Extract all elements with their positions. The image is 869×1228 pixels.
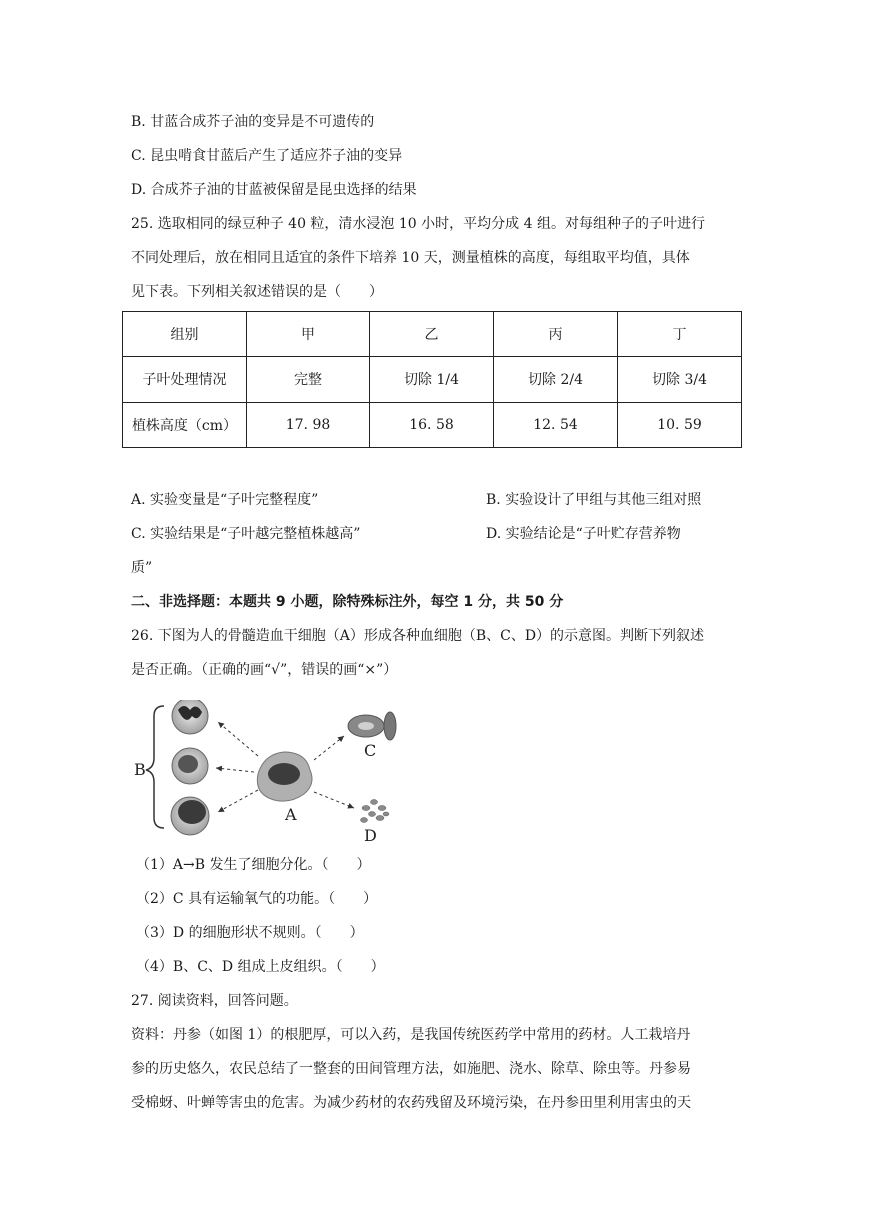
table-cell: 切除 2/4 [494, 357, 618, 402]
red-blood-cell-icon [348, 712, 396, 740]
table-row [123, 357, 742, 402]
q25-option-a: A. 实验变量是“子叶完整程度” [131, 492, 319, 508]
q25-option-b: B. 实验设计了甲组与其他三组对照 [486, 492, 702, 508]
table-cell: 10. 59 [618, 402, 742, 447]
q26-stem-line-1: 26. 下图为人的骨髓造血干细胞（A）形成各种血细胞（B、C、D）的示意图。判断下列叙述 [131, 628, 705, 644]
q26-item-4: （4）B、C、D 组成上皮组织。（ ） [136, 959, 385, 975]
platelet-icon [361, 800, 390, 823]
table-cell: 12. 54 [494, 402, 618, 447]
table-header-row [123, 312, 742, 357]
blood-cell-diagram [128, 700, 408, 845]
label-c: C [364, 741, 377, 760]
q27-paragraph-line-2: 参的历史悠久，农民总结了一整套的田间管理方法，如施肥、浇水、除草、除虫等。丹参易 [131, 1061, 691, 1077]
q26-item-2: （2）C 具有运输氧气的功能。（ ） [136, 891, 378, 907]
table-cell: 完整 [247, 357, 370, 402]
q25-option-c: C. 实验结果是“子叶越完整植株越高” [131, 526, 361, 542]
brace [146, 706, 164, 828]
label-b: B [134, 760, 146, 779]
monocyte-icon [172, 748, 208, 784]
q26-item-3: （3）D 的细胞形状不规则。（ ） [136, 925, 364, 941]
table-header-cell: 组别 [123, 312, 247, 357]
table-cell: 切除 1/4 [370, 357, 494, 402]
neutrophil-icon [172, 700, 208, 734]
table-cell: 切除 3/4 [618, 357, 742, 402]
table-header-cell: 乙 [370, 312, 494, 357]
q25-stem-line-1: 25. 选取相同的绿豆种子 40 粒，清水浸泡 10 小时，平均分成 4 组。对每组种子的子叶进行 [131, 216, 705, 232]
section-title: 二、非选择题：本题共 9 小题，除特殊标注外，每空 1 分，共 50 分 [131, 594, 564, 610]
q25-stem-line-2: 不同处理后，放在相同且适宜的条件下培养 10 天，测量植株的高度，每组取平均值，具体 [131, 250, 690, 266]
q25-data-table [122, 311, 742, 448]
q27-stem: 27. 阅读资料，回答问题。 [131, 993, 298, 1009]
label-a: A [285, 805, 297, 824]
q24-option-b: B. 甘蓝合成芥子油的变异是不可遗传的 [131, 114, 375, 130]
table-cell: 植株高度（cm） [123, 402, 247, 447]
stem-cell-icon [257, 752, 312, 801]
q24-option-c: C. 昆虫啃食甘蓝后产生了适应芥子油的变异 [131, 148, 403, 164]
table-cell: 17. 98 [247, 402, 370, 447]
table-header-cell: 丙 [494, 312, 618, 357]
q26-stem-line-2: 是否正确。（正确的画“√”，错误的画“×”） [131, 662, 398, 678]
q24-option-d: D. 合成芥子油的甘蓝被保留是昆虫选择的结果 [131, 182, 417, 198]
label-d: D [364, 826, 377, 845]
table-header-cell: 甲 [247, 312, 370, 357]
q25-option-d-continued: 质” [131, 560, 153, 576]
lymphocyte-icon [171, 797, 209, 835]
q25-stem-line-3: 见下表。下列相关叙述错误的是（ ） [131, 284, 383, 300]
table-header-cell: 丁 [618, 312, 742, 357]
q26-item-1: （1）A→B 发生了细胞分化。（ ） [136, 857, 371, 873]
q25-option-d: D. 实验结论是“子叶贮存营养物 [486, 526, 681, 542]
table-cell: 16. 58 [370, 402, 494, 447]
q27-paragraph-line-1: 资料：丹参（如图 1）的根肥厚，可以入药，是我国传统医药学中常用的药材。人工栽培丹 [131, 1027, 691, 1043]
table-cell: 子叶处理情况 [123, 357, 247, 402]
q27-paragraph-line-3: 受棉蚜、叶蝉等害虫的危害。为减少药材的农药残留及环境污染，在丹参田里利用害虫的天 [131, 1095, 691, 1111]
table-row [123, 402, 742, 447]
